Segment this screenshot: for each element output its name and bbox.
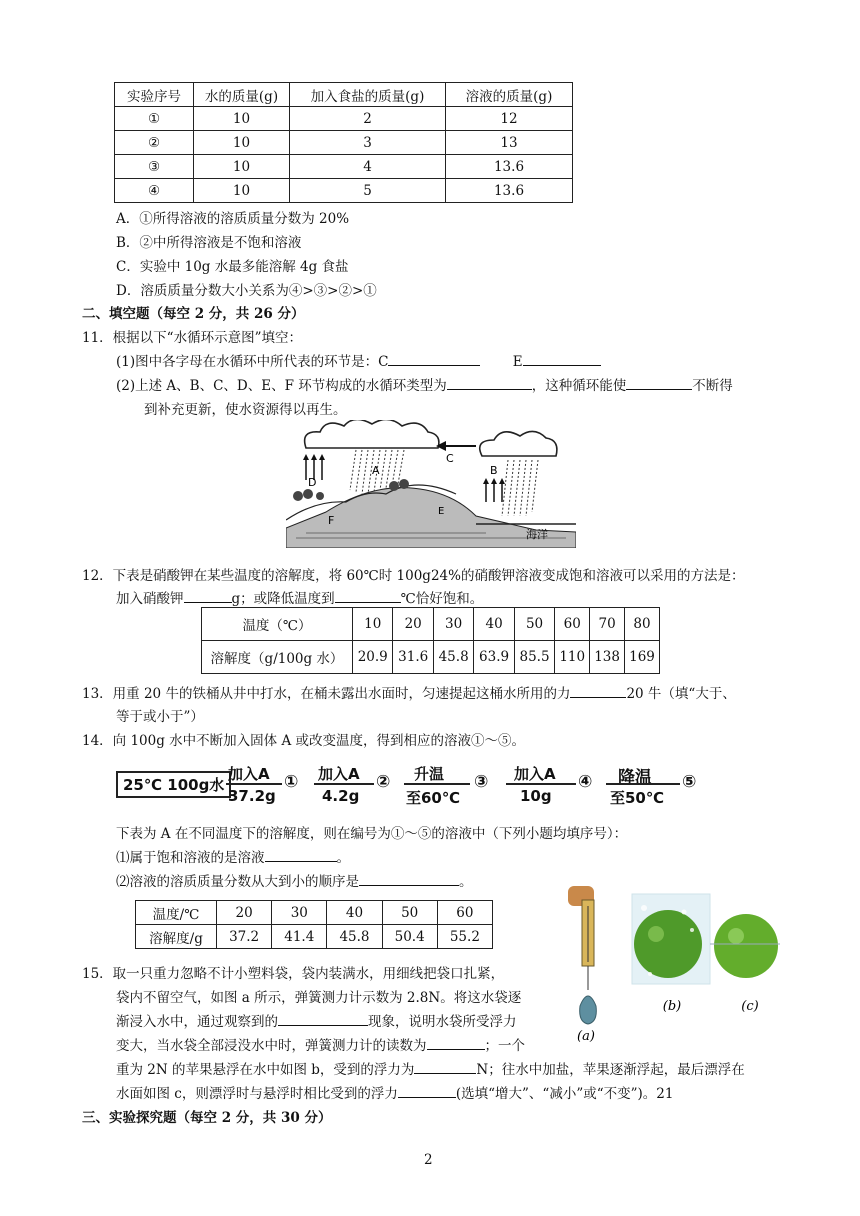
q15-line3 — [116, 1010, 517, 1030]
table-row — [202, 608, 660, 641]
option-b: B．②中所得溶液是不饱和溶液 — [116, 235, 302, 251]
answer-blank — [523, 351, 601, 366]
answer-blank — [414, 1059, 476, 1074]
table-cell: 13 — [446, 131, 573, 155]
answer-blank — [335, 588, 401, 603]
table-cell: 50 — [382, 901, 437, 925]
table-cell: 45.8 — [327, 925, 382, 949]
flow-step-top: 加入A — [514, 765, 556, 783]
q14-sub2-end: 。 — [459, 874, 473, 890]
answer-blank — [570, 683, 626, 698]
q15-text: 水面如图 c，则漂浮时与悬浮时相比受到的浮力 — [116, 1086, 398, 1102]
table-cell: 30 — [272, 901, 327, 925]
table-cell: 37.2 — [217, 925, 272, 949]
q15-text: 重为 2N 的苹果悬浮在水中如图 b，受到的浮力为 — [116, 1062, 415, 1078]
table-cell: 60 — [555, 608, 590, 641]
flow-arrow — [606, 783, 680, 785]
q15-text-b: ；一个 — [484, 1038, 525, 1054]
flow-result: ④ — [578, 772, 593, 792]
q13-text-b: 20 牛（填“大于、 — [626, 686, 736, 702]
q14-sub2 — [116, 870, 473, 890]
flow-step-bottom: 37.2g — [228, 787, 276, 805]
table-header: 实验序号 — [115, 83, 194, 107]
table-cell: 13.6 — [446, 179, 573, 203]
table-row — [115, 155, 573, 179]
table-row — [115, 107, 573, 131]
q11-part1 — [116, 350, 601, 370]
q12-line2 — [116, 587, 483, 607]
option-a: A．①所得溶液的溶质质量分数为 20% — [116, 211, 350, 227]
q11-part2-text-c: 不断得 — [692, 378, 733, 394]
table-row — [202, 641, 660, 674]
water-bag — [580, 996, 597, 1024]
table-cell: 70 — [590, 608, 625, 641]
flow-start-box: 25℃ 100g水 — [116, 771, 231, 798]
q15-text-b: (选填“增大”、“减小”或“不变”)。21 — [455, 1086, 674, 1102]
flow-step-bottom: 至50℃ — [610, 789, 665, 807]
table-cell: 63.9 — [474, 641, 514, 674]
table-cell: 169 — [625, 641, 660, 674]
q13-text: 13．用重 20 牛的铁桶从井中打水，在桶未露出水面时，匀速提起这桶水所用的力 — [82, 686, 571, 702]
table-cell: 80 — [625, 608, 660, 641]
q14-sub2-text: ⑵溶液的溶质质量分数从大到小的顺序是 — [116, 874, 359, 890]
answer-blank — [447, 375, 532, 390]
fig-label-c: (c) — [741, 999, 759, 1014]
q12-text-c: ℃恰好饱和。 — [400, 591, 484, 607]
table-cell: ③ — [115, 155, 194, 179]
answer-blank — [626, 375, 692, 390]
flow-step-bottom: 4.2g — [322, 787, 360, 805]
table-cell: 20 — [393, 608, 433, 641]
table-cell: 85.5 — [514, 641, 554, 674]
answer-blank — [398, 1083, 456, 1098]
answer-blank — [359, 871, 459, 886]
table-cell: 40 — [474, 608, 514, 641]
flow-arrow — [506, 783, 576, 785]
table-cell: 10 — [194, 155, 290, 179]
answer-blank — [184, 588, 232, 603]
flow-result: ⑤ — [682, 772, 697, 792]
q15-text: 变大，当水袋全部浸没水中时，弹簧测力计的读数为 — [116, 1038, 427, 1054]
flow-arrow — [314, 783, 374, 785]
flow-arrow — [404, 783, 470, 785]
table-cell: 41.4 — [272, 925, 327, 949]
label-a: A — [372, 464, 380, 477]
q15-text: 渐浸入水中，通过观察到的 — [116, 1014, 278, 1030]
label-c: C — [446, 452, 454, 465]
table-header: 水的质量(g) — [194, 83, 290, 107]
table-cell: 50.4 — [382, 925, 437, 949]
table-header: 溶解度（g/100g 水） — [202, 641, 353, 674]
table-header: 溶液的质量(g) — [446, 83, 573, 107]
table-cell: 138 — [590, 641, 625, 674]
q15-line5 — [116, 1058, 745, 1078]
table-cell: 2 — [290, 107, 446, 131]
table-header: 温度（℃） — [202, 608, 353, 641]
table-cell: 60 — [437, 901, 492, 925]
q12-text-b: g；或降低温度到 — [231, 591, 335, 607]
q14-stem: 14．向 100g 水中不断加入固体 A 或改变温度，得到相应的溶液①～⑤。 — [82, 733, 526, 749]
table-cell: 45.8 — [433, 641, 473, 674]
table-row — [136, 925, 493, 949]
page-number: 2 — [424, 1152, 433, 1168]
q11-part1-text: (1)图中各字母在水循环中所代表的环节是：C — [116, 354, 389, 370]
kno3-solubility-table — [201, 607, 660, 674]
section-2-title: 二、填空题（每空 2 分，共 26 分） — [82, 306, 305, 322]
q14-sub1-end: 。 — [336, 850, 350, 866]
table-cell: 40 — [327, 901, 382, 925]
flow-step-bottom: 至60℃ — [406, 789, 461, 807]
answer-blank — [388, 351, 480, 366]
table-cell: 50 — [514, 608, 554, 641]
option-d: D．溶质质量分数大小关系为④>③>②>① — [116, 283, 377, 299]
q14-sub1 — [116, 846, 350, 866]
table-cell: ④ — [115, 179, 194, 203]
q11-stem: 11．根据以下“水循环示意图”填空： — [82, 330, 302, 346]
q11-part2 — [116, 374, 733, 394]
table-cell: 30 — [433, 608, 473, 641]
q15-line6 — [116, 1082, 673, 1102]
q14-sub1-text: ⑴属于饱和溶液的是溶液 — [116, 850, 265, 866]
fig-label-a: (a) — [577, 1029, 595, 1042]
q15-line4 — [116, 1034, 525, 1054]
flow-result: ③ — [474, 772, 489, 792]
table-cell: 10 — [194, 107, 290, 131]
option-c: C．实验中 10g 水最多能溶解 4g 食盐 — [116, 259, 349, 275]
table-row — [115, 131, 573, 155]
table-cell: 4 — [290, 155, 446, 179]
table-cell: 10 — [194, 131, 290, 155]
label-b: B — [490, 464, 498, 477]
table-header: 溶解度/g — [136, 925, 217, 949]
q12-line1: 12．下表是硝酸钾在某些温度的溶解度，将 60℃时 100g24%的硝酸钾溶液变成饱和溶液可以采用的方法是： — [82, 568, 745, 584]
table-cell: 5 — [290, 179, 446, 203]
q15-text-b: 现象，说明水袋所受浮力 — [368, 1014, 517, 1030]
label-f: F — [328, 514, 335, 527]
label-d: D — [308, 476, 317, 489]
label-ocean: 海洋 — [526, 528, 548, 541]
q13-line2: 等于或小于”） — [116, 709, 204, 725]
table-cell: 10 — [194, 179, 290, 203]
q15-line2: 袋内不留空气，如图 a 所示，弹簧测力计示数为 2.8N。将这水袋逐 — [116, 990, 522, 1006]
table-cell: ① — [115, 107, 194, 131]
section-3-title: 三、实验探究题（每空 2 分，共 30 分） — [82, 1110, 332, 1126]
table-cell: ② — [115, 131, 194, 155]
answer-blank — [278, 1011, 368, 1026]
q14-line2: 下表为 A 在不同温度下的溶解度，则在编号为①～⑤的溶液中（下列小题均填序号）： — [116, 826, 628, 842]
a-solubility-table — [135, 900, 493, 949]
answer-blank — [265, 847, 337, 862]
table-cell: 12 — [446, 107, 573, 131]
q13-line1 — [82, 682, 736, 702]
table-row — [115, 179, 573, 203]
q11-part2-cont: 到补充更新，使水资源得以再生。 — [144, 402, 347, 418]
flow-result: ① — [284, 772, 299, 792]
q11-part2-text: (2)上述 A、B、C、D、E、F 环节构成的水循环类型为 — [116, 378, 447, 394]
table-row — [136, 901, 493, 925]
table-cell: 20 — [217, 901, 272, 925]
fig-label-b: (b) — [662, 999, 682, 1014]
table-cell: 3 — [290, 131, 446, 155]
experiment-table — [114, 82, 573, 203]
flow-step-top: 加入A — [228, 765, 270, 783]
flow-step-top: 升温 — [414, 765, 445, 783]
table-cell: 31.6 — [393, 641, 433, 674]
table-cell: 55.2 — [437, 925, 492, 949]
label-e: E — [438, 506, 445, 517]
flow-step-bottom: 10g — [520, 787, 552, 805]
q11-part1-e: E — [512, 354, 523, 370]
table-cell: 20.9 — [353, 641, 393, 674]
table-cell: 10 — [353, 608, 393, 641]
table-cell: 110 — [555, 641, 590, 674]
q15-text-b: N；往水中加盐，苹果逐渐浮起，最后漂浮在 — [476, 1062, 745, 1078]
flow-arrow — [226, 783, 282, 785]
table-cell: 13.6 — [446, 155, 573, 179]
flow-result: ② — [376, 772, 391, 792]
buoyancy-figure — [560, 882, 788, 1042]
q12-text: 加入硝酸钾 — [116, 591, 184, 607]
q11-part2-text-b: ，这种循环能使 — [531, 378, 627, 394]
flow-step-top: 降温 — [618, 768, 652, 788]
water-cycle-diagram — [286, 420, 576, 548]
table-header: 加入食盐的质量(g) — [290, 83, 446, 107]
q15-line1: 15．取一只重力忽略不计小塑料袋，袋内装满水，用细线把袋口扎紧， — [82, 966, 505, 982]
flow-step-top: 加入A — [318, 765, 360, 783]
answer-blank — [427, 1035, 485, 1050]
table-header: 温度/℃ — [136, 901, 217, 925]
